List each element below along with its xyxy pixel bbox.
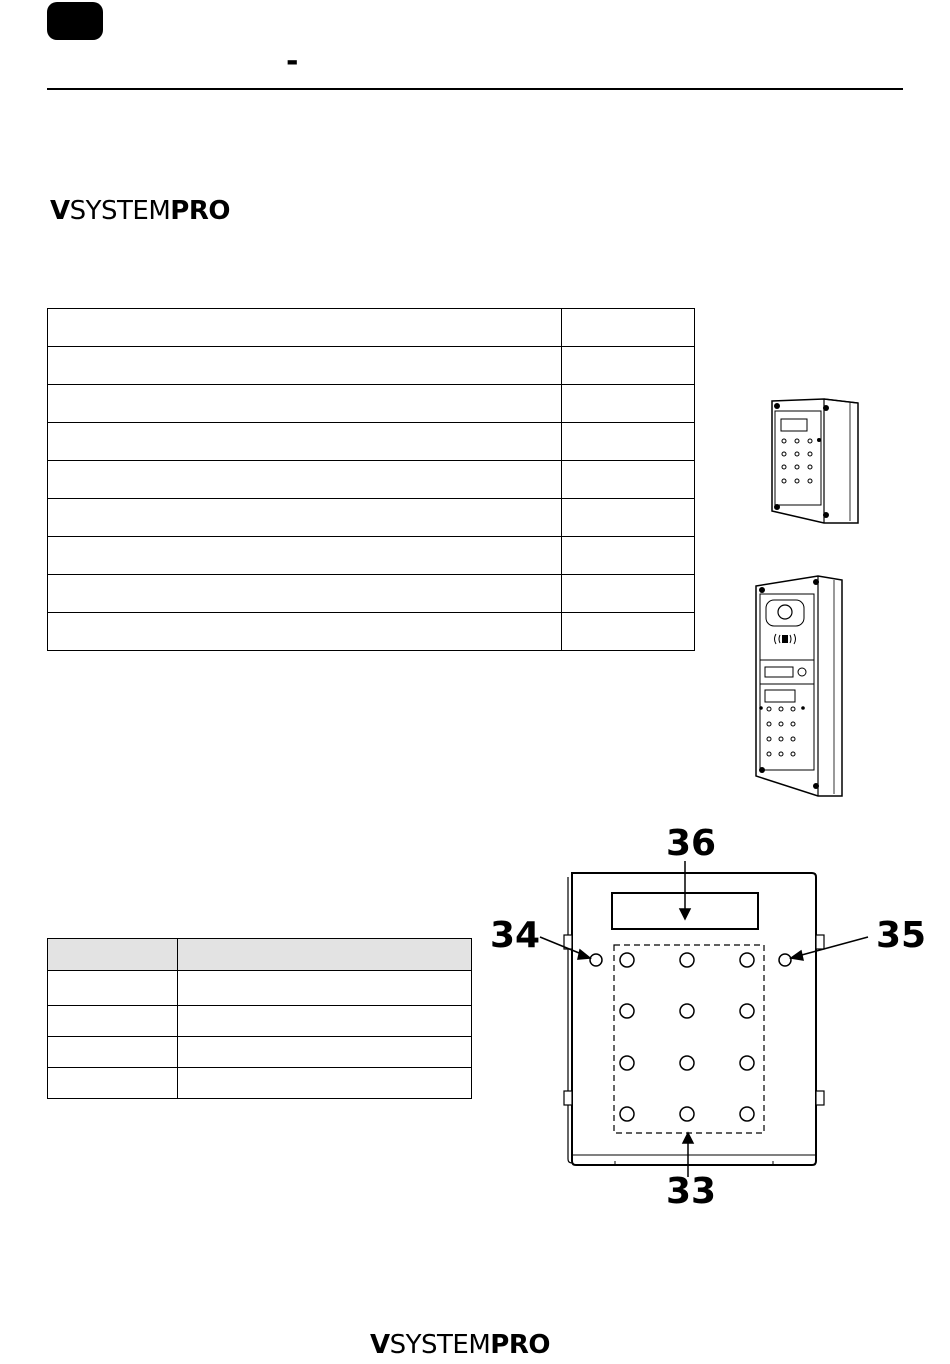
table-cell bbox=[48, 347, 562, 385]
logo-system: SYSTEM bbox=[69, 196, 171, 226]
language-badge bbox=[47, 2, 103, 40]
side-tab bbox=[816, 935, 824, 949]
table-cell bbox=[178, 1037, 472, 1068]
side-tab bbox=[816, 1091, 824, 1105]
callout-36: 36 bbox=[666, 823, 717, 864]
table-row bbox=[48, 1068, 472, 1099]
header-divider bbox=[47, 88, 903, 90]
table-row bbox=[48, 461, 695, 499]
spec-table bbox=[47, 308, 695, 651]
table-row bbox=[48, 1037, 472, 1068]
table-row bbox=[48, 423, 695, 461]
callout-34: 34 bbox=[490, 915, 541, 956]
table-cell bbox=[562, 385, 695, 423]
table-cell bbox=[48, 1006, 178, 1037]
table-cell bbox=[48, 613, 562, 651]
column-header bbox=[48, 939, 178, 971]
logo-v: V bbox=[370, 1330, 390, 1360]
table-cell bbox=[48, 1068, 178, 1099]
vsystempro-logo bbox=[50, 196, 230, 226]
table-cell bbox=[562, 309, 695, 347]
status-led-left bbox=[590, 954, 602, 966]
table-cell bbox=[562, 537, 695, 575]
table-cell bbox=[178, 971, 472, 1006]
table-row bbox=[48, 971, 472, 1006]
table-cell bbox=[178, 1068, 472, 1099]
logo-pro: PRO bbox=[170, 196, 230, 226]
table-cell bbox=[178, 1006, 472, 1037]
table-cell bbox=[48, 537, 562, 575]
table-header-row bbox=[48, 939, 472, 971]
table-row bbox=[48, 499, 695, 537]
callout-35: 35 bbox=[876, 915, 927, 956]
entry-panel-illustration bbox=[752, 572, 844, 798]
header-dash: - bbox=[286, 44, 299, 79]
table-row bbox=[48, 537, 695, 575]
callout-33: 33 bbox=[666, 1171, 717, 1212]
table-cell bbox=[562, 499, 695, 537]
logo-pro: PRO bbox=[490, 1330, 550, 1360]
table-cell bbox=[48, 385, 562, 423]
keypad-module-illustration bbox=[764, 395, 864, 527]
table-row bbox=[48, 1006, 472, 1037]
column-header bbox=[178, 939, 472, 971]
table-row bbox=[48, 575, 695, 613]
table-cell bbox=[48, 461, 562, 499]
table-row bbox=[48, 385, 695, 423]
table-cell bbox=[48, 499, 562, 537]
table-cell bbox=[562, 461, 695, 499]
table-cell bbox=[48, 309, 562, 347]
table-cell bbox=[562, 347, 695, 385]
keypad-diagram bbox=[480, 815, 940, 1215]
table-cell bbox=[48, 423, 562, 461]
table-cell bbox=[562, 575, 695, 613]
table-row bbox=[48, 613, 695, 651]
table-cell bbox=[562, 423, 695, 461]
table-cell bbox=[48, 1037, 178, 1068]
side-tab bbox=[564, 1091, 572, 1105]
status-led-right bbox=[779, 954, 791, 966]
vsystempro-footer-logo bbox=[370, 1330, 550, 1360]
legend-table bbox=[47, 938, 472, 1099]
table-cell bbox=[48, 971, 178, 1006]
table-cell bbox=[48, 575, 562, 613]
logo-system: SYSTEM bbox=[389, 1330, 491, 1360]
table-cell bbox=[562, 613, 695, 651]
table-row bbox=[48, 309, 695, 347]
logo-v: V bbox=[50, 196, 70, 226]
table-row bbox=[48, 347, 695, 385]
